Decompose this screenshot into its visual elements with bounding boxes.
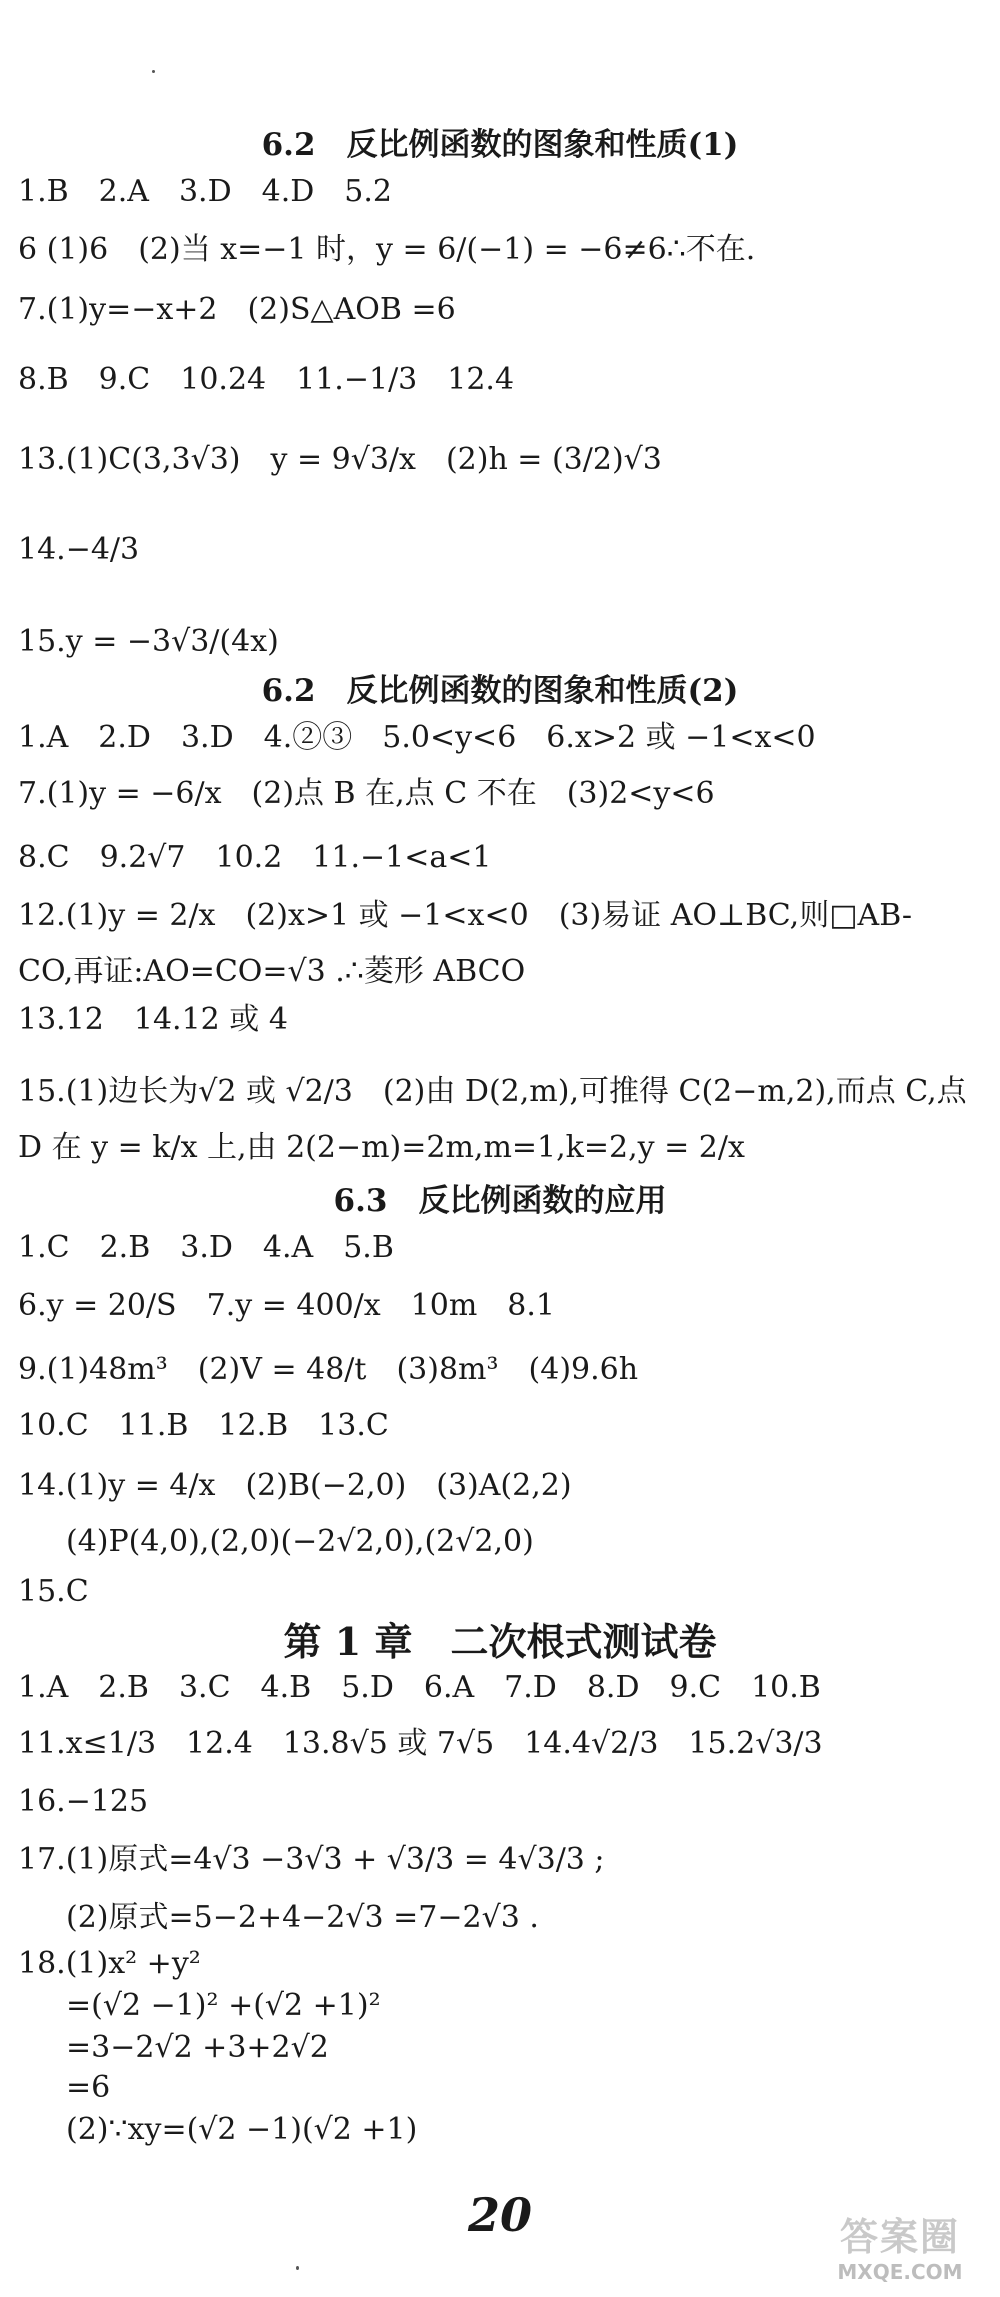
- section-title-6-2-part2: 6.2 反比例函数的图象和性质(2): [261, 673, 739, 709]
- watermark-url: MXQE.COM: [837, 2260, 963, 2284]
- watermark: [810, 2216, 990, 2288]
- answer-line: (2)原式=5−2+4−2√3 =7−2√3 .: [66, 1900, 539, 1935]
- answer-line: 15.(1)边长为√2 或 √2/3 (2)由 D(2,m),可推得 C(2−m,2),而点 C,点: [18, 1074, 967, 1109]
- answer-line: 16.−125: [18, 1784, 149, 1819]
- answer-line: 1.B 2.A 3.D 4.D 5.2: [18, 174, 393, 209]
- answer-line: 15.C: [18, 1574, 89, 1609]
- answer-line: CO,再证:AO=CO=√3 .∴菱形 ABCO: [18, 954, 526, 989]
- answer-line: 17.(1)原式=4√3 −3√3 + √3/3 = 4√3/3 ;: [18, 1842, 605, 1877]
- answer-line: (2)∵xy=(√2 −1)(√2 +1): [66, 2112, 418, 2147]
- page-number: 20: [467, 2188, 532, 2242]
- answer-line: 15.y = −3√3/(4x): [18, 624, 279, 659]
- answer-line: =6: [66, 2070, 111, 2105]
- answer-line: =3−2√2 +3+2√2: [66, 2030, 329, 2065]
- answer-line: 13.(1)C(3,3√3) y = 9√3/x (2)h = (3/2)√3: [18, 442, 662, 477]
- section-title-6-3: 6.3 反比例函数的应用: [333, 1183, 667, 1219]
- chapter-title: 第 1 章 二次根式测试卷: [283, 1619, 717, 1664]
- answer-line: 1.A 2.B 3.C 4.B 5.D 6.A 7.D 8.D 9.C 10.B: [18, 1670, 821, 1705]
- answer-line: 11.x≤1/3 12.4 13.8√5 或 7√5 14.4√2/3 15.2√3/3: [18, 1726, 823, 1761]
- answer-line: 14.(1)y = 4/x (2)B(−2,0) (3)A(2,2): [18, 1468, 572, 1503]
- answer-line: 18.(1)x² +y²: [18, 1946, 201, 1981]
- answer-line: 14.−4/3: [18, 532, 140, 567]
- answer-line: 1.A 2.D 3.D 4.②③ 5.0<y<6 6.x>2 或 −1<x<0: [18, 720, 816, 755]
- answer-line: 6 (1)6 (2)当 x=−1 时，y = 6/(−1) = −6≠6∴不在.: [18, 232, 756, 267]
- scan-speck: [296, 2266, 299, 2270]
- answer-line: =(√2 −1)² +(√2 +1)²: [66, 1988, 381, 2023]
- scan-speck: [152, 70, 155, 73]
- answer-line: 1.C 2.B 3.D 4.A 5.B: [18, 1230, 394, 1265]
- answer-line: 7.(1)y=−x+2 (2)S△AOB =6: [18, 292, 456, 327]
- answer-line: D 在 y = k/x 上,由 2(2−m)=2m,m=1,k=2,y = 2/x: [18, 1130, 745, 1165]
- answer-line: 10.C 11.B 12.B 13.C: [18, 1408, 389, 1443]
- answer-line: 8.B 9.C 10.24 11.−1/3 12.4: [18, 362, 515, 397]
- answer-line: 9.(1)48m³ (2)V = 48/t (3)8m³ (4)9.6h: [18, 1352, 639, 1387]
- answer-line: 8.C 9.2√7 10.2 11.−1<a<1: [18, 840, 492, 875]
- answer-line: 7.(1)y = −6/x (2)点 B 在,点 C 不在 (3)2<y<6: [18, 776, 715, 811]
- answer-line: 6.y = 20/S 7.y = 400/x 10m 8.1: [18, 1288, 556, 1323]
- watermark-logo: 答案圈: [839, 2215, 960, 2259]
- answer-line: (4)P(4,0),(2,0)(−2√2,0),(2√2,0): [66, 1524, 534, 1559]
- answer-line: 12.(1)y = 2/x (2)x>1 或 −1<x<0 (3)易证 AO⊥BC,则□AB-: [18, 898, 912, 933]
- section-title-6-2-part1: 6.2 反比例函数的图象和性质(1): [261, 127, 739, 163]
- answer-line: 13.12 14.12 或 4: [18, 1002, 288, 1037]
